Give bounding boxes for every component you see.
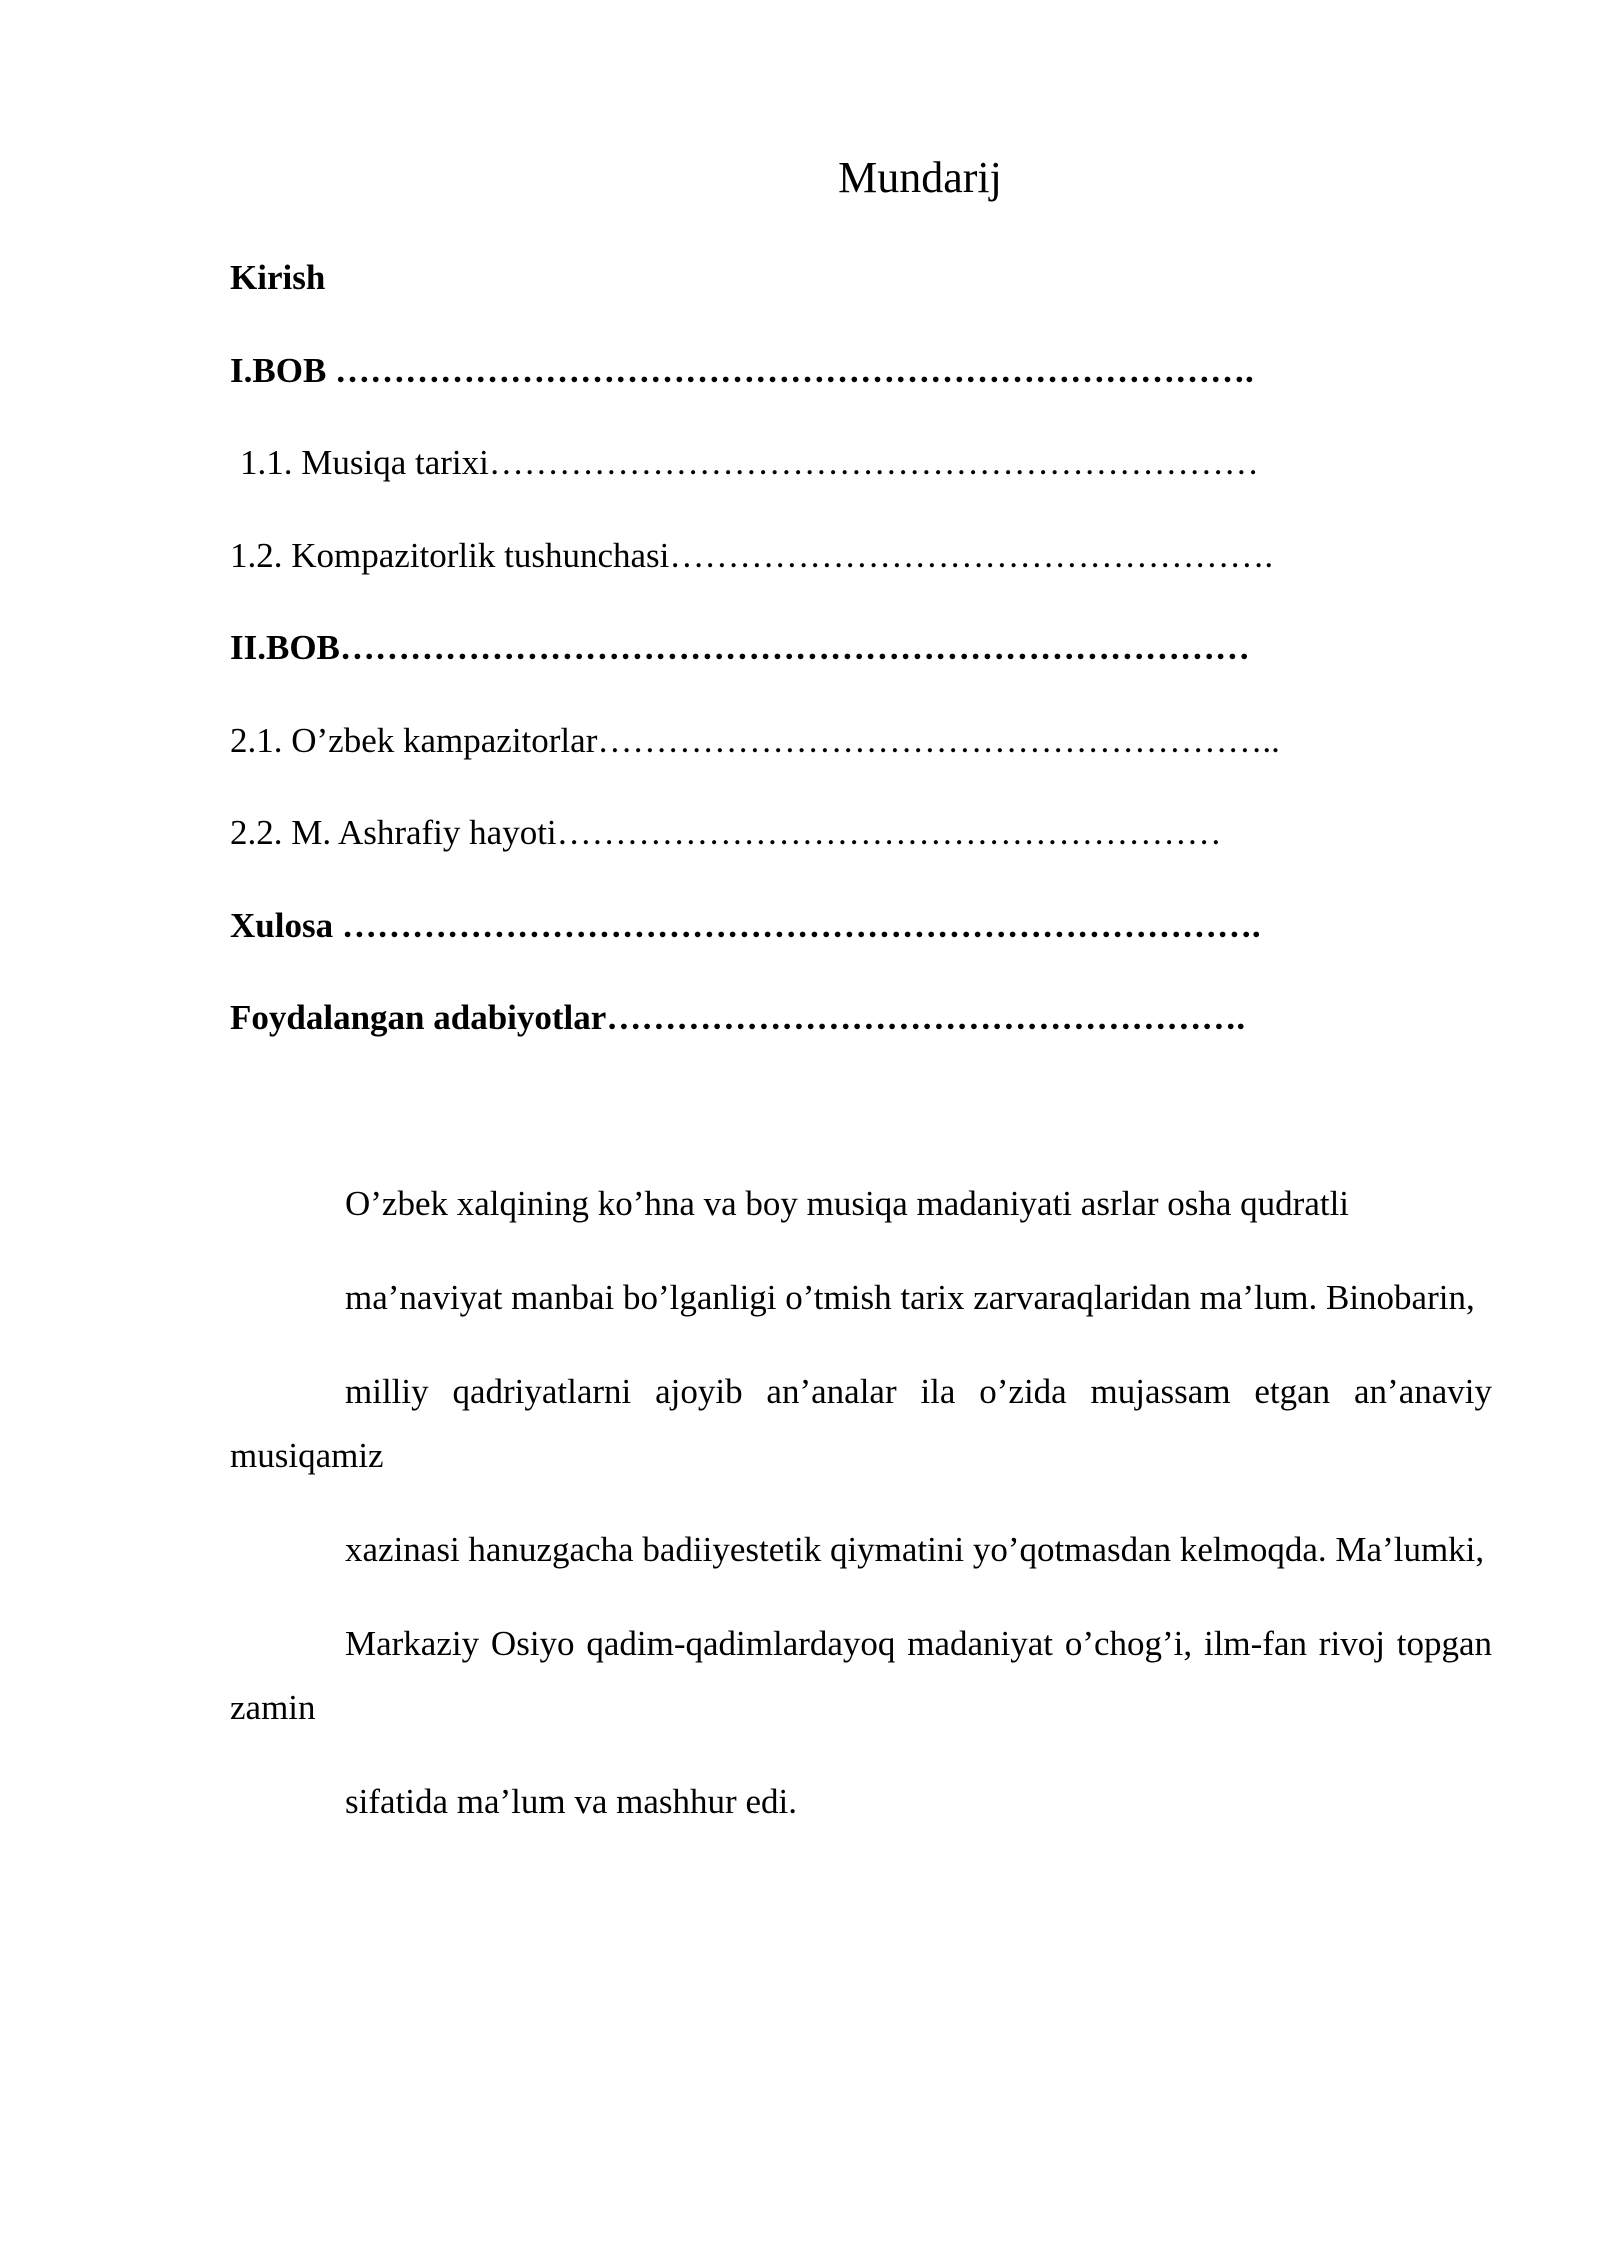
body-text [230, 1172, 1492, 1864]
paragraph: ma’naviyat manbai bo’lganligi o’tmish tarix zarvaraqlaridan ma’lum. Binobarin, [345, 1278, 1475, 1317]
paragraph: xazinasi hanuzgacha badiiyestetik qiymatini yo’qotmasdan kelmoqda. Ma’lumki, [345, 1530, 1485, 1569]
toc-item-references: Foydalangan adabiyotlar………………………………………………. [230, 998, 1246, 1037]
paragraph: O’zbek xalqining ko’hna va boy musiqa madaniyati asrlar osha qudratli [345, 1184, 1350, 1223]
toc-item-section-1-2: 1.2. Kompazitorlik tushunchasi……………………………………………. [230, 535, 1274, 575]
paragraph: milliy qadriyatlarni ajoyib an’analar ila o’zida mujassam etgan an’anaviy musiqamiz [230, 1372, 1492, 1475]
page-title: Mundarij [838, 153, 1002, 202]
table-of-contents [230, 250, 1490, 1083]
paragraph: Markaziy Osiyo qadim-qadimlardayoq madaniyat o’chog’i, ilm-fan rivoj topgan zamin [230, 1624, 1492, 1727]
toc-item-section-1-1: 1.1. Musiqa tarixi………………………………………………………… [240, 443, 1259, 482]
toc-item-section-2-2: 2.2. M. Ashrafiy hayoti………………………………………………… [230, 813, 1222, 852]
toc-item-chapter-1: I.BOB ……………………………………………………………………. [230, 350, 1254, 390]
toc-item-chapter-2: II.BOB…………………………………………………………………… [230, 628, 1250, 667]
toc-item-section-2-1: 2.1. O’zbek kampazitorlar………………………………………………….. [230, 720, 1280, 760]
toc-item-conclusion: Xulosa ……………………………………………………………………. [230, 905, 1261, 945]
paragraph: sifatida ma’lum va mashhur edi. [345, 1782, 797, 1821]
toc-item-kirish: Kirish [230, 258, 326, 297]
